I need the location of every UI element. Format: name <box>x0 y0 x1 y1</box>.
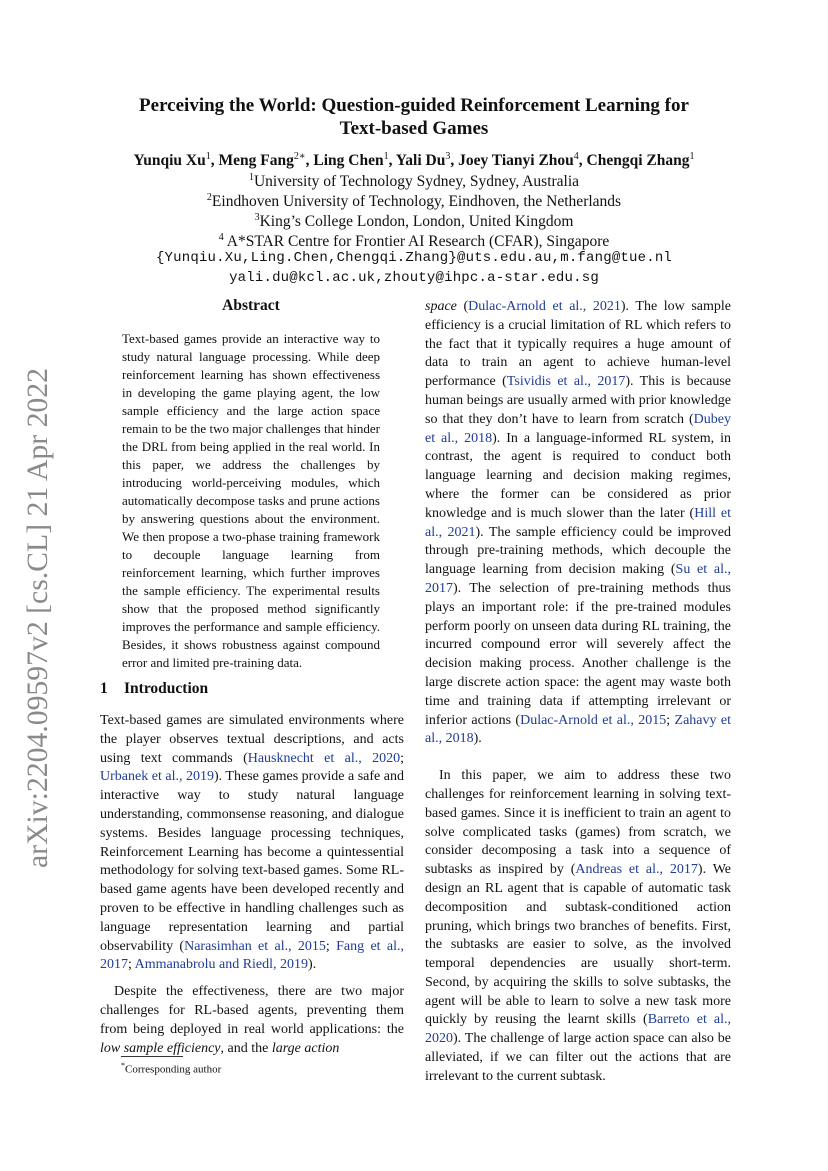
body-text: Despite the effectiveness, there are two major challenges for RL-based agents, preventing them from being deployed in real world applications: the <box>100 984 404 1037</box>
body-text: ). <box>308 957 317 973</box>
author-affiliation-mark: 1 <box>383 151 389 162</box>
citation-link[interactable]: Dubey et al., 2018 <box>425 411 731 446</box>
citation-link[interactable]: Hausknecht et al., 2020 <box>247 750 401 766</box>
author-affiliation-mark: 4 <box>573 151 579 162</box>
email-line-1: {Yunqiu.Xu,Ling.Chen,Chengqi.Zhang}@uts.edu.au,m.fang@tue.nl <box>155 250 673 266</box>
author-affiliation-mark: 2∗ <box>293 151 306 162</box>
affiliation-2: $^2$Eindhoven University of Technology, Eindhoven, the Netherlands <box>206 192 622 211</box>
citation-link[interactable]: Dulac-Arnold et al., 2021 <box>468 299 621 314</box>
emphasis-text: low sample efficiency <box>100 1040 221 1056</box>
citation-link[interactable]: Urbanek et al., 2019 <box>100 769 214 785</box>
affiliation-4: $^4$ A*STAR Centre for Frontier AI Research (CFAR), Singapore <box>218 232 610 251</box>
citation-link[interactable]: Dulac-Arnold et al., 2015 <box>520 712 667 728</box>
author-name <box>458 152 579 169</box>
footnote <box>121 1061 221 1076</box>
author-list: Yunqiu Xu$^1$, Meng Fang$^{2∗}$, Ling Chen$^1$, Yali Du$^3$, Joey Tianyi Zhou$^4$, Chengqi Zhang$^1$ <box>133 151 695 170</box>
body-text: In this paper, we aim to address these two challenges for reinforcement learning in solving text-based games. Since it is inefficient to train an agent to solve complicated tasks (games) from scratch, we consider decomposing a task into a sequence of subtasks as inspired by ( <box>425 768 731 878</box>
citation-link[interactable]: Barreto et al., 2020 <box>425 1012 731 1047</box>
author-name-text: Chengqi Zhang <box>586 152 690 170</box>
paragraph <box>425 298 731 749</box>
emphasis-text: large action <box>271 1040 340 1056</box>
title-line-1: Perceiving the World: Question-guided Reinforcement Learning for <box>139 95 689 116</box>
footnote-mark: * <box>121 1061 125 1070</box>
body-text: ; <box>666 712 675 728</box>
body-text: ). In a language-informed RL system, in contrast, the agent is required to conduct both language learning and decision making regimes, where the former can be considered as prior knowledge and is much slower than the later ( <box>425 430 731 521</box>
body-text: Text-based games are simulated environments where the player observes textual descriptions, and acts using text commands ( <box>100 713 404 766</box>
citation-link[interactable]: Su et al., 2017 <box>425 562 731 596</box>
abstract-text: Text-based games provide an interactive way to study natural language processing. While deep reinforcement learning has shown effectiveness in developing the game playing agent, the low sample efficiency and the large action space remain to be the two major challenges that hinder the DRL from being applied in the real world. In this paper, we address the challenges by introducing world-perceiving modules, which automatically decompose tasks and prune actions by answering questions about the environment. We then propose a two-phase training framework to decouple language learning from reinforcement learning, which further improves the sample efficiency. The experimental results show that the proposed method significantly improves the performance and sample efficiency. Besides, it shows robustness against compound error and limited pre-training data. <box>122 331 380 670</box>
body-text: ). We design an RL agent that is capable of automatic task decomposition and subtask-conditioned action pruning, which brings two branches of benefits. First, the subtasks are easier to solve, as the involved temporal dependencies are usually short-term. Second, by acquiring the skills to solve subtasks, the agent will be able to learn to solve a new task more quickly by reusing the learnt skills ( <box>425 862 732 1028</box>
paragraph <box>100 983 404 1058</box>
email-line-2: yali.du@kcl.ac.uk,zhouty@ihpc.a-star.edu.sg <box>229 270 599 286</box>
author-affiliation-mark: 3 <box>445 151 451 162</box>
citation-link[interactable]: Tsividis et al., 2017 <box>506 374 626 390</box>
citation-link[interactable]: Zahavy et al., 2018 <box>425 712 732 747</box>
paragraph <box>100 712 404 975</box>
section-heading-introduction <box>100 680 208 698</box>
arxiv-id-text: arXiv:2204.09597v2 [cs.CL] 21 Apr 2022 <box>21 363 54 868</box>
author-name-text: Ling Chen <box>313 152 384 170</box>
body-text: ( <box>456 299 469 314</box>
body-text: ). The selection of pre-training methods thus plays an important role: if the pre-trained modules perform poorly on unseen data during RL training, the incurred compound error will severely affect the decision making process. Another challenge is the large discrete action space: the agent may waste both time and training data if attempting irrelevant or inferior actions ( <box>425 580 731 728</box>
author-name <box>218 152 305 169</box>
author-name-text: Yali Du <box>395 152 446 170</box>
paper-title <box>100 94 728 140</box>
emphasis-text: space <box>425 299 457 314</box>
body-text: ; <box>128 957 135 973</box>
citation-link[interactable]: Narasimhan et al., 2015 <box>184 938 326 954</box>
body-text: ; <box>400 750 404 766</box>
footnote-text: Corresponding author <box>125 1063 222 1076</box>
author-affiliation-mark: 1 <box>689 151 695 162</box>
author-name <box>587 152 695 169</box>
paragraph <box>425 767 731 1087</box>
citation-link[interactable]: Fang et al., 2017 <box>100 938 404 973</box>
affiliation-1: $^1$University of Technology Sydney, Sydney, Australia <box>248 172 580 191</box>
author-name <box>133 152 210 169</box>
affiliation-3: $^3$King’s College London, London, United Kingdom <box>254 212 574 231</box>
body-text: ). <box>473 731 482 747</box>
body-text: ). This is because human beings are usually armed with prior knowledge so that they don’t have to learn from scratch ( <box>425 374 731 427</box>
body-text: ; <box>325 938 337 954</box>
author-name-text: Joey Tianyi Zhou <box>458 152 574 170</box>
author-name-text: Yunqiu Xu <box>133 152 206 170</box>
author-affiliation-mark: 1 <box>205 151 211 162</box>
citation-link[interactable]: Andreas et al., 2017 <box>575 862 698 878</box>
author-name <box>313 152 388 169</box>
footnote-divider <box>121 1056 183 1057</box>
citation-link[interactable]: Hill et al., 2021 <box>425 505 731 540</box>
body-text: , and the <box>220 1040 272 1056</box>
left-column-body <box>100 712 404 1058</box>
body-text: ). The low sample efficiency is a crucial limitation of RL which refers to the fact that it typically requires a huge amount of data to train an agent to achieve human-level performance ( <box>425 299 731 390</box>
body-text: ). These games provide a safe and interactive way to study natural language understanding, commonsense reasoning, and dialogue systems. Besides language processing techniques, Reinforcement Learning has become a quintessential methodology for solving text-based games. Some RL-based game agents have been developed recently and proven to be effective in handling challenges such as language representation learning and partial observability ( <box>100 769 404 954</box>
right-column-body <box>425 298 731 1087</box>
section-title: Introduction <box>124 680 209 697</box>
arxiv-identifier <box>14 360 58 880</box>
body-text: ). The sample efficiency could be improved through pre-training methods, which decouple the language learning from decision making ( <box>425 524 731 578</box>
citation-link[interactable]: Ammanabrolu and Riedl, 2019 <box>134 957 309 973</box>
body-text: ). The challenge of large action space can also be alleviated, if we can filter out the actions that are irrelevant to the current subtask. <box>425 1031 731 1084</box>
author-name <box>396 152 451 169</box>
section-number: 1 <box>100 680 108 697</box>
author-name-text: Meng Fang <box>218 152 294 170</box>
title-line-2: Text-based Games <box>339 118 489 139</box>
abstract-heading: Abstract <box>222 297 280 314</box>
